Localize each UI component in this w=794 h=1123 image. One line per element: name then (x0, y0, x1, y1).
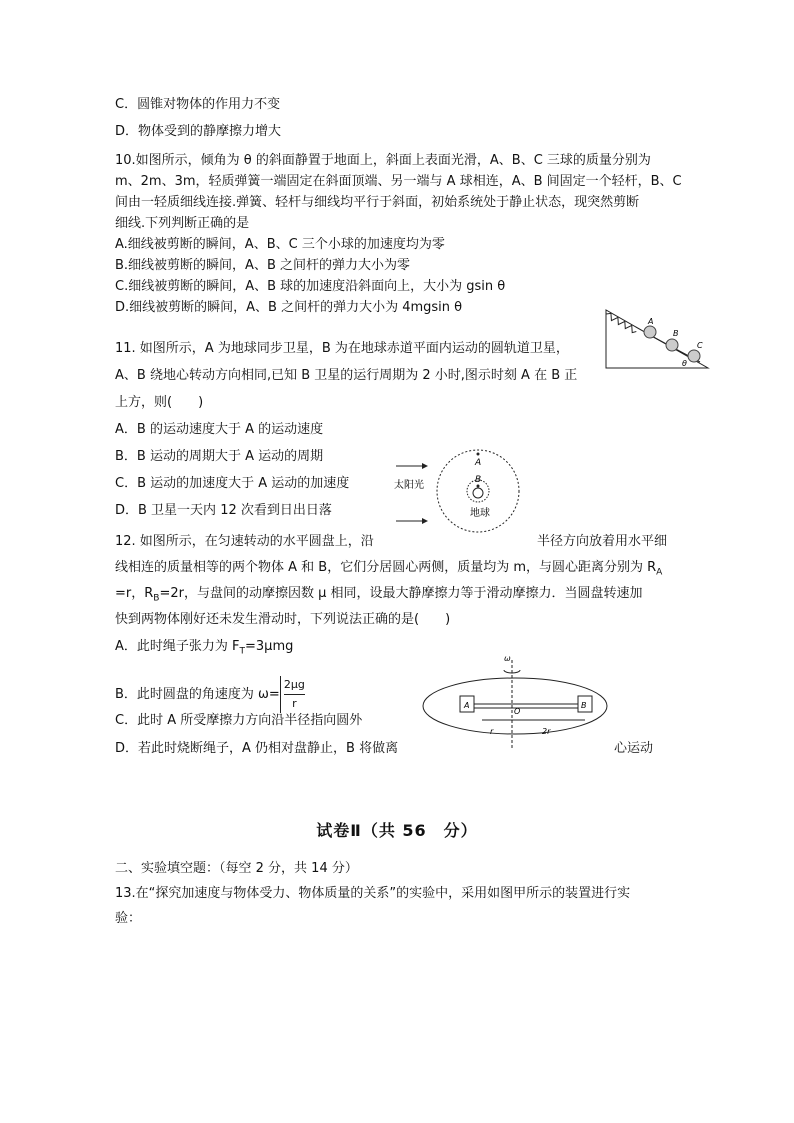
satellite-orbit-figure (392, 446, 522, 536)
turntable-figure (420, 652, 610, 752)
q10-option-d: D.细线被剪断的瞬间，A、B 之间杆的弹力大小为 4mgsin θ (115, 300, 463, 315)
ball-b (666, 339, 678, 351)
label-a: A (648, 317, 654, 326)
q10-option-c: C.细线被剪断的瞬间，A、B 球的加速度沿斜面向上，大小为 gsin θ (115, 279, 506, 294)
q10-stem-line3: 间由一轻质细线连接.弹簧、轻杆与细线均平行于斜面，初始系统处于静止状态，现突然剪断 (115, 195, 640, 210)
q10-stem-line4: 细线.下列判断正确的是 (115, 216, 250, 231)
label-2r: 2r (542, 727, 551, 736)
label-r: r (490, 727, 494, 736)
earth-label: 地球 (470, 508, 490, 519)
ball-a (644, 326, 656, 338)
label-a: A (464, 701, 470, 710)
q10-option-b: B.细线被剪断的瞬间，A、B 之间杆的弹力大小为零 (115, 258, 410, 273)
q10-stem-line2: m、2m、3m，轻质弹簧一端固定在斜面顶端、另一端与 A 球相连，A、B 间固定一个轻杆，B、C (115, 174, 682, 189)
q12-stem-line2: 线相连的质量相等的两个物体 A 和 B，它们分居圆心两侧，质量均为 m，与圆心距离分别为 $R_A$ (115, 560, 663, 578)
q12-option-d-b: 心运动 (614, 741, 654, 756)
q12-stem-line3: =r，$R_B=2r$，与盘间的动摩擦因数 μ 相同，设最大静摩擦力等于滑动摩擦力．当圆盘转速加 (115, 586, 643, 604)
q11-option-c: C．B 运动的加速度大于 A 运动的加速度 (115, 476, 350, 491)
label-b: B (581, 701, 587, 710)
earth-icon (473, 488, 483, 498)
label-b: B (673, 329, 679, 338)
q11-option-d: D．B 卫星一天内 12 次看到日出日落 (115, 503, 332, 518)
q12-option-b: B．此时圆盘的角速度为 ω= $\frac{2\mu g}{r}$ (115, 676, 305, 713)
incline-figure (598, 306, 714, 372)
sunlight-label: 太阳光 (394, 480, 424, 491)
label-c: C (697, 341, 703, 350)
q12-stem-line4: 快到两物体刚好还未发生滑动时，下列说法正确的是( ) (115, 612, 451, 627)
q13-stem-line1: 13.在“探究加速度与物体受力、物体质量的关系”的实验中，采用如图甲所示的装置进行实 (115, 886, 631, 901)
q9-option-d: D．物体受到的静摩擦力增大 (115, 124, 282, 139)
section-title: 试卷Ⅱ（共 56 分） (316, 821, 478, 840)
label-b: B (475, 475, 482, 485)
label-theta: θ (682, 359, 687, 368)
q11-stem-line2: A、B 绕地心转动方向相同,已知 B 卫星的运行周期为 2 小时,图示时刻 A 在 B 正 (115, 368, 578, 383)
q11-stem-line3: 上方，则( ) (115, 395, 204, 410)
q11-option-a: A．B 的运动速度大于 A 的运动速度 (115, 422, 324, 437)
q13-stem-line2: 验： (115, 911, 142, 926)
q12-option-a: A．此时绳子张力为 $F_T=3\mu mg$ (115, 639, 294, 657)
q11-stem-line1: 11. 如图所示，A 为地球同步卫星，B 为在地球赤道平面内运动的圆轨道卫星， (115, 341, 569, 356)
q11-option-b: B．B 运动的周期大于 A 运动的周期 (115, 449, 324, 464)
q10-stem-line1: 10.如图所示，倾角为 θ 的斜面静置于地面上，斜面上表面光滑，A、B、C 三球的质量分别为 (115, 153, 651, 168)
q12-option-d-a: D．若此时烧断绳子，A 仍相对盘静止，B 将做离 (115, 741, 399, 756)
q9-option-c: C．圆锥对物体的作用力不变 (115, 97, 281, 112)
q12-option-c: C．此时 A 所受摩擦力方向沿半径指向圆外 (115, 713, 363, 728)
q12-stem-line1a: 12. 如图所示，在匀速转动的水平圆盘上，沿 (115, 534, 374, 549)
section-heading: 二、实验填空题：（每空 2 分，共 14 分） (115, 861, 358, 876)
label-o: O (514, 707, 521, 716)
ball-c (688, 350, 700, 362)
q10-option-a: A.细线被剪断的瞬间，A、B、C 三个小球的加速度均为零 (115, 237, 445, 252)
satellite-a-icon (477, 453, 480, 456)
omega-label: ω (504, 654, 511, 663)
q12-stem-line1b: 半径方向放着用水平细 (537, 534, 668, 549)
label-a: A (475, 458, 482, 468)
